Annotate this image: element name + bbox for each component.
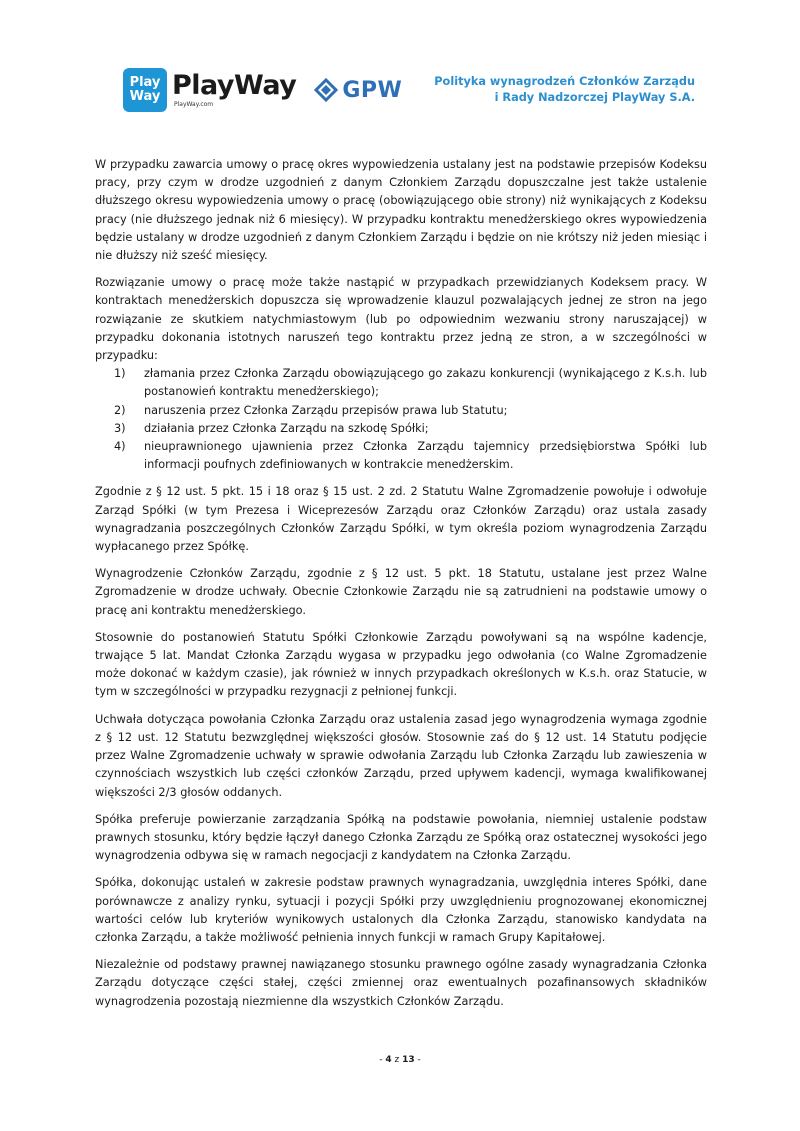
playway-logo-url: PlayWay.com xyxy=(174,101,214,108)
paragraph-term-of-office: Stosownie do postanowień Statutu Spółki Członkowie Zarządu powoływani są na wspólne kadencje, trwające 5 lat. Mandat Członka Zarządu wygasa w przypadku jego odwołania (co Walne Zgromadzenie może dokonać w każdym czasie), jak również w innych przypadkach określonych w K.s.h. oraz Statucie, w tym w szczególności w przypadku rezygnacji z pełnionej funkcji. xyxy=(95,630,707,699)
page-number-separator: z xyxy=(391,1055,403,1065)
playway-badge-line1: Play xyxy=(129,75,161,90)
gpw-logo-text: GPW xyxy=(342,77,403,103)
list-item xyxy=(95,420,707,438)
playway-badge-logo xyxy=(123,68,167,112)
playway-wordmark xyxy=(172,71,296,109)
list-item xyxy=(95,402,707,420)
document-title-line2: i Rady Nadzorczej PlayWay S.A. xyxy=(494,91,695,104)
paragraph-remuneration-criteria: Spółka, dokonując ustaleń w zakresie podstaw prawnych wynagradzania, uwzględnia interes Spółki, dane porównawcze z analizy rynku, sytuacji i pozycji Spółki przy uwzględnieniu prognozowanej ekonomicznej wartości celów lub kryteriów wynikowych ustalonych dla Członka Zarządu, stanowisko kandydata na członka Zarządu, a także możliwość pełnienia innych funkcji w ramach Grupy Kapitałowej. xyxy=(95,876,707,944)
list-item-number: 3) xyxy=(114,421,126,435)
list-item-number: 2) xyxy=(114,403,126,417)
total-pages-number: 13 xyxy=(402,1055,415,1065)
list-item-number: 1) xyxy=(114,367,126,381)
paragraph-statute-appointment: Zgodnie z § 12 ust. 5 pkt. 15 i 18 oraz § 15 ust. 2 zd. 2 Statutu Walne Zgromadzenie powołuje i odwołuje Zarząd Spółki (w tym Prezesa i Wiceprezesów Zarządu oraz Członków Zarządu) oraz ustala zasady wynagradzania poszczególnych Członków Zarządu Spółki, w tym określa poziom wynagrodzenia Zarządu wypłacanego przez Spółkę. xyxy=(95,485,707,554)
list-item-text: nieuprawnionego ujawnienia przez Członka Zarządu tajemnicy przedsiębiorstwa Spółki lub informacji poufnych zdefiniowanych w kontrakcie menedżerskim. xyxy=(144,440,707,472)
document-title-line1: Polityka wynagrodzeń Członków Zarządu xyxy=(434,75,695,88)
paragraph-majority-vote: Uchwała dotycząca powołania Członka Zarządu oraz ustalenia zasad jego wynagrodzenia wymaga zgodnie z § 12 ust. 12 Statutu bezwzględnej większości głosów. Stosownie zaś do § 12 ust. 14 Statutu podjęcie przez Walne Zgromadzenie uchwały w sprawie odwołania Zarządu lub Członka Zarządu lub zawieszenia w czynnościach wszystkich lub części członków Zarządu, przed upływem kadencji, wymaga kwalifikowanej większości 2/3 głosów oddanych. xyxy=(95,712,707,799)
paragraph-appointment-preference: Spółka preferuje powierzanie zarządzania Spółką na podstawie powołania, niemniej ustalenie podstaw prawnych stosunku, który będzie łączył danego Członka Zarządu ze Spółką oraz ostatecznej wysokości jego wynagrodzenia odbywa się w ramach negocjacji z kandydatem na Członka Zarządu. xyxy=(95,812,707,863)
termination-reasons-list xyxy=(95,365,707,474)
playway-badge-line2: Way xyxy=(129,89,161,104)
list-item xyxy=(95,365,707,401)
current-page-number: 4 xyxy=(385,1055,392,1065)
paragraph-remuneration-resolution: Wynagrodzenie Członków Zarządu, zgodnie z § 12 ust. 5 pkt. 18 Statutu, ustalane jest przez Walne Zgromadzenie w drodze uchwały. Obecnie Członkowie Zarządu nie są zatrudnieni na podstawie umowy o pracę ani kontraktu menedżerskiego. xyxy=(95,567,707,617)
playway-logo-name: PlayWay xyxy=(172,70,297,101)
page-number-prefix: - xyxy=(379,1055,386,1065)
paragraph-termination: Rozwiązanie umowy o pracę może także nastąpić w przypadkach przewidzianych Kodeksem pracy. W kontraktach menedżerskich dopuszcza się wprowadzenie klauzul pozwalających jednej ze stron na jego rozwiązanie ze skutkiem natychmiastowym (lub po odpowiednim wezwaniu strony naruszającej) w przypadku dokonania istotnych naruszeń tego kontraktu przez jedną ze stron, a w szczególności w przypadku: xyxy=(95,276,707,363)
paragraph-general-rules: Niezależnie od podstawy prawnej nawiązanego stosunku prawnego ogólne zasady wynagradzania Członka Zarządu dotyczące części stałej, części zmiennej oraz ewentualnych pozafinansowych składników wynagrodzenia pozostają niezmienne dla wszystkich Członków Zarządu. xyxy=(95,958,707,1008)
page-number-suffix: - xyxy=(414,1055,421,1065)
list-item-text: złamania przez Członka Zarządu obowiązującego go zakazu konkurencji (wynikającego z K.s.h. lub postanowień kontraktu menedżerskiego); xyxy=(144,367,707,399)
list-item-number: 4) xyxy=(114,440,126,454)
gpw-logo xyxy=(314,78,402,103)
page-header xyxy=(0,0,800,120)
page-footer xyxy=(0,1055,800,1065)
list-item-text: naruszenia przez Członka Zarządu przepisów prawa lub Statutu; xyxy=(144,403,508,417)
paragraph-notice-period: W przypadku zawarcia umowy o pracę okres wypowiedzenia ustalany jest na podstawie przepisów Kodeksu pracy, przy czym w drodze uzgodnień z danym Członkiem Zarządu dopuszczalne jest także ustalenie dłuższego okresu wypowiedzenia umowy o pracę (obowiązującego obie strony) niż wynikających z Kodeksu pracy (nie dłuższego jednak niż 6 miesięcy). W przypadku kontraktu menedżerskiego okres wypowiedzenia będzie ustalany w drodze uzgodnień z danym Członkiem Zarządu i będzie on nie krótszy niż jeden miesiąc i nie dłuższy niż sześć miesięcy. xyxy=(95,158,707,263)
gpw-icon xyxy=(314,78,338,102)
list-item-text: działania przez Członka Zarządu na szkodę Spółki; xyxy=(144,421,429,435)
logos xyxy=(123,67,402,113)
document-title xyxy=(434,74,695,106)
document-body xyxy=(95,156,707,1020)
list-item xyxy=(95,438,707,474)
